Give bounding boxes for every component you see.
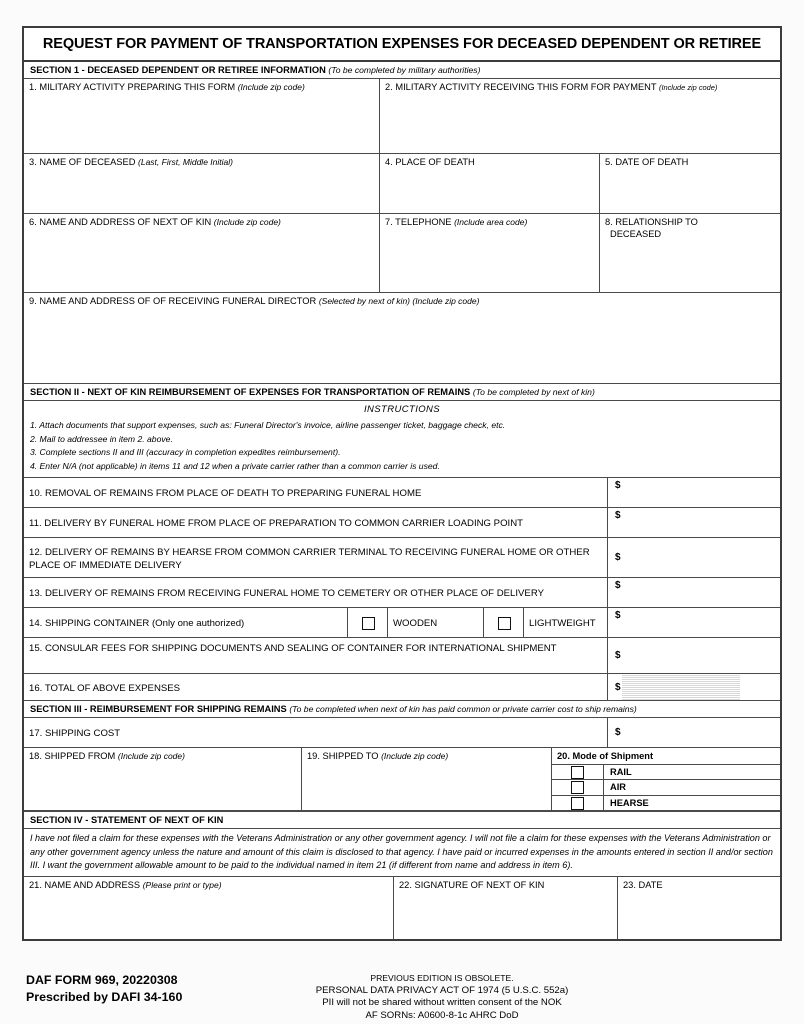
expense-10-label-cell — [24, 478, 608, 508]
mode-hearse-checkbox[interactable] — [552, 796, 604, 811]
field-4-place-of-death[interactable] — [380, 154, 600, 214]
expense-11-label: 11. DELIVERY BY FUNERAL HOME FROM PLACE OF PREPARATION TO COMMON CARRIER LOADING POINT — [29, 518, 523, 529]
item-18-note: (Include zip code) — [117, 751, 185, 761]
item-17-amount-field[interactable] — [608, 718, 780, 748]
item-20-label: 20. Mode of Shipment — [552, 748, 780, 765]
mode-rail-label: RAIL — [610, 767, 632, 778]
field-7-telephone[interactable] — [380, 214, 600, 293]
section-2-header — [24, 383, 780, 401]
section-1-header-text: SECTION 1 - DECEASED DEPENDENT OR RETIREE INFORMATION — [30, 65, 326, 75]
field-5-date-of-death[interactable] — [600, 154, 780, 214]
field-9-note: (Selected by next of kin) (Include zip code) — [318, 296, 480, 306]
item-18-shipped-from[interactable] — [24, 748, 302, 811]
item-14-note: (Only one authorized) — [151, 618, 245, 629]
row-item-16-total — [24, 674, 780, 700]
footer-pii-notice: PII will not be shared without written consent of the NOK — [322, 997, 562, 1009]
item-22-label: 22. SIGNATURE OF NEXT OF KIN — [399, 879, 545, 890]
expense-13-label: 13. DELIVERY OF REMAINS FROM RECEIVING FUNERAL HOME TO CEMETERY OR OTHER PLACE OF DELIVERY — [29, 588, 544, 599]
footer-privacy-act: PERSONAL DATA PRIVACY ACT OF 1974 (5 U.S.C. 552a) — [315, 984, 569, 996]
item-15-amount-field[interactable] — [608, 638, 780, 674]
field-8-label-line2: DECEASED — [610, 229, 662, 239]
item-22-signature[interactable] — [394, 877, 618, 939]
row-expense-12 — [24, 538, 780, 578]
expense-12-amount-field[interactable] — [608, 538, 780, 578]
section-3-header-note: (To be completed when next of kin has paid common or private carrier cost to ship remains) — [289, 704, 637, 714]
section-1-header — [24, 62, 780, 79]
item-18-label: 18. SHIPPED FROM — [29, 751, 116, 761]
mode-option-hearse[interactable] — [552, 796, 780, 811]
item-17-label-cell — [24, 718, 608, 748]
field-5-label: 5. DATE OF DEATH — [605, 157, 689, 167]
field-3-label: 3. NAME OF DECEASED — [29, 157, 136, 167]
item-14-amount-field[interactable] — [608, 608, 780, 638]
section-4-header-text: SECTION IV - STATEMENT OF NEXT OF KIN — [30, 815, 224, 825]
row-field-9 — [24, 293, 780, 383]
item-15-label-cell — [24, 638, 608, 674]
field-7-label: 7. TELEPHONE — [385, 217, 452, 227]
footer-form-id: DAF FORM 969, 20220308 — [26, 973, 178, 987]
field-9-label: 9. NAME AND ADDRESS OF OF RECEIVING FUNERAL DIRECTOR — [29, 296, 317, 306]
row-item-17-shipping-cost — [24, 718, 780, 748]
dollar-sign-icon: $ — [615, 552, 621, 563]
dollar-sign-icon: $ — [615, 510, 621, 521]
item-19-note: (Include zip code) — [381, 751, 449, 761]
item-14-wooden-label: WOODEN — [393, 618, 438, 629]
field-6-label: 6. NAME AND ADDRESS OF NEXT OF KIN — [29, 217, 212, 227]
checkbox-icon — [498, 617, 511, 630]
field-1-military-activity-preparing[interactable] — [24, 79, 380, 154]
section-1-header-note: (To be completed by military authorities) — [328, 65, 481, 75]
dollar-sign-icon: $ — [615, 727, 621, 738]
mode-option-air[interactable] — [552, 780, 780, 795]
section-2-header-text: SECTION II - NEXT OF KIN REIMBURSEMENT OF EXPENSES FOR TRANSPORTATION OF REMAINS — [30, 387, 471, 397]
row-fields-3-4-5 — [24, 154, 780, 214]
footer-previous-edition: PREVIOUS EDITION IS OBSOLETE. — [370, 973, 514, 983]
form-container — [22, 26, 782, 941]
item-15-label: 15. CONSULAR FEES FOR SHIPPING DOCUMENTS AND SEALING OF CONTAINER FOR INTERNATIONAL SHIPMENT — [29, 643, 557, 654]
section-2-header-note: (To be completed by next of kin) — [472, 387, 595, 397]
item-14-lightweight-label-cell — [524, 608, 608, 638]
checkbox-icon — [571, 797, 584, 810]
mode-option-rail[interactable] — [552, 765, 780, 780]
item-16-label: 16. TOTAL OF ABOVE EXPENSES — [29, 682, 181, 694]
checkbox-icon — [362, 617, 375, 630]
field-3-name-of-deceased[interactable] — [24, 154, 380, 214]
item-21-name-and-address[interactable] — [24, 877, 394, 939]
field-2-label: 2. MILITARY ACTIVITY RECEIVING THIS FORM FOR PAYMENT — [385, 82, 657, 92]
item-17-label: 17. SHIPPING COST — [29, 728, 121, 739]
field-8-label: 8. RELATIONSHIP TO — [605, 217, 698, 227]
footer-left-block — [26, 972, 182, 1006]
item-20-mode-of-shipment — [552, 748, 780, 811]
row-fields-1-2 — [24, 79, 780, 154]
row-items-18-19-20 — [24, 748, 780, 811]
mode-rail-checkbox[interactable] — [552, 765, 604, 779]
section-3-header-text: SECTION III - REIMBURSEMENT FOR SHIPPING REMAINS — [30, 704, 287, 714]
field-4-label: 4. PLACE OF DEATH — [385, 157, 475, 167]
mode-air-label: AIR — [610, 782, 627, 793]
instruction-item: 4. Enter N/A (not applicable) in items 11 and 12 when a private carrier rather than a common carrier is used. — [30, 460, 440, 471]
item-14-wooden-checkbox[interactable] — [348, 608, 388, 638]
dollar-sign-icon: $ — [615, 580, 621, 591]
form-footer — [22, 970, 782, 1024]
dollar-sign-icon: $ — [615, 480, 621, 491]
row-item-14-shipping-container — [24, 608, 780, 638]
item-14-lightweight-label: LIGHTWEIGHT — [529, 618, 596, 629]
row-expense-10 — [24, 478, 780, 508]
field-6-next-of-kin-address[interactable] — [24, 214, 380, 293]
item-23-label: 23. DATE — [623, 879, 663, 890]
section-4-statement: I have not filed a claim for these expenses with the Veterans Administration or any other government agency. I will not file a claim for these expenses with the Veterans Administration or any other government agency unless the nature and amount of this claim is disclosed to that agency. I have paid or incurred expenses in the amounts entered in section II and/or section III. I want the government allowable amount to be paid to the individual named in item 21 (if different from name and address in item 6). — [24, 829, 780, 877]
instruction-item: 1. Attach documents that support expenses, such as: Funeral Director's invoice, airline passenger ticket, baggage check, etc. — [30, 420, 506, 430]
row-expense-13 — [24, 578, 780, 608]
item-14-wooden-label-cell — [388, 608, 484, 638]
row-items-21-22-23 — [24, 877, 780, 939]
expense-13-amount-field[interactable] — [608, 578, 780, 608]
field-1-note: (Include zip code) — [237, 82, 305, 92]
field-8-relationship-to-deceased[interactable] — [600, 214, 780, 293]
checkbox-icon — [571, 781, 584, 794]
item-19-shipped-to[interactable] — [302, 748, 552, 811]
field-3-note: (Last, First, Middle Initial) — [138, 157, 233, 167]
item-14-lightweight-checkbox[interactable] — [484, 608, 524, 638]
dollar-sign-icon: $ — [615, 610, 621, 621]
expense-12-label: 12. DELIVERY OF REMAINS BY HEARSE FROM COMMON CARRIER TERMINAL TO RECEIVING FUNERAL HOME OR OTHER PLACE OF IMMEDIATE DELIVERY — [29, 546, 590, 571]
field-2-note: (Include zip code) — [658, 83, 718, 92]
expense-13-label-cell — [24, 578, 608, 608]
field-1-label: 1. MILITARY ACTIVITY PREPARING THIS FORM — [29, 82, 236, 92]
instructions-title: INSTRUCTIONS — [363, 404, 441, 415]
item-16-label-cell — [24, 674, 608, 700]
item-19-label: 19. SHIPPED TO — [307, 751, 379, 761]
footer-sorns: AF SORNs: A0600-8-1c AHRC DoD — [365, 1009, 519, 1021]
footer-center-block — [232, 972, 652, 1022]
dollar-sign-icon: $ — [615, 681, 621, 693]
section-3-header — [24, 700, 780, 718]
row-item-15-consular-fees — [24, 638, 780, 674]
item-21-note: (Please print or type) — [142, 879, 222, 890]
item-21-label: 21. NAME AND ADDRESS — [29, 879, 141, 890]
dollar-sign-icon: $ — [615, 650, 621, 661]
item-16-total-amount-field — [608, 674, 780, 700]
field-6-note: (Include zip code) — [213, 217, 281, 227]
expense-11-amount-field[interactable] — [608, 508, 780, 538]
field-7-note: (Include area code) — [454, 217, 528, 227]
mode-hearse-label: HEARSE — [610, 798, 649, 809]
expense-10-amount-field[interactable] — [608, 478, 780, 508]
footer-prescribed-by: Prescribed by DAFI 34-160 — [26, 990, 183, 1004]
expense-12-label-cell — [24, 538, 608, 578]
field-9-funeral-director[interactable] — [24, 293, 780, 383]
field-2-military-activity-receiving[interactable] — [380, 79, 780, 154]
checkbox-icon — [571, 766, 584, 779]
section-4-header — [24, 811, 780, 829]
expense-10-label: 10. REMOVAL OF REMAINS FROM PLACE OF DEATH TO PREPARING FUNERAL HOME — [29, 488, 422, 499]
form-title: REQUEST FOR PAYMENT OF TRANSPORTATION EXPENSES FOR DECEASED DEPENDENT OR RETIREE — [24, 28, 780, 62]
instructions-block — [24, 401, 780, 478]
expense-11-label-cell — [24, 508, 608, 538]
instruction-item: 3. Complete sections II and III (accuracy in completion expedites reimbursement). — [30, 447, 341, 457]
item-14-label: 14. SHIPPING CONTAINER — [29, 618, 150, 629]
row-expense-11 — [24, 508, 780, 538]
item-23-date[interactable] — [618, 877, 780, 939]
row-fields-6-7-8 — [24, 214, 780, 293]
item-14-label-cell — [24, 608, 348, 638]
mode-air-checkbox[interactable] — [552, 780, 604, 794]
instruction-item: 2. Mail to addressee in item 2. above. — [30, 433, 173, 444]
